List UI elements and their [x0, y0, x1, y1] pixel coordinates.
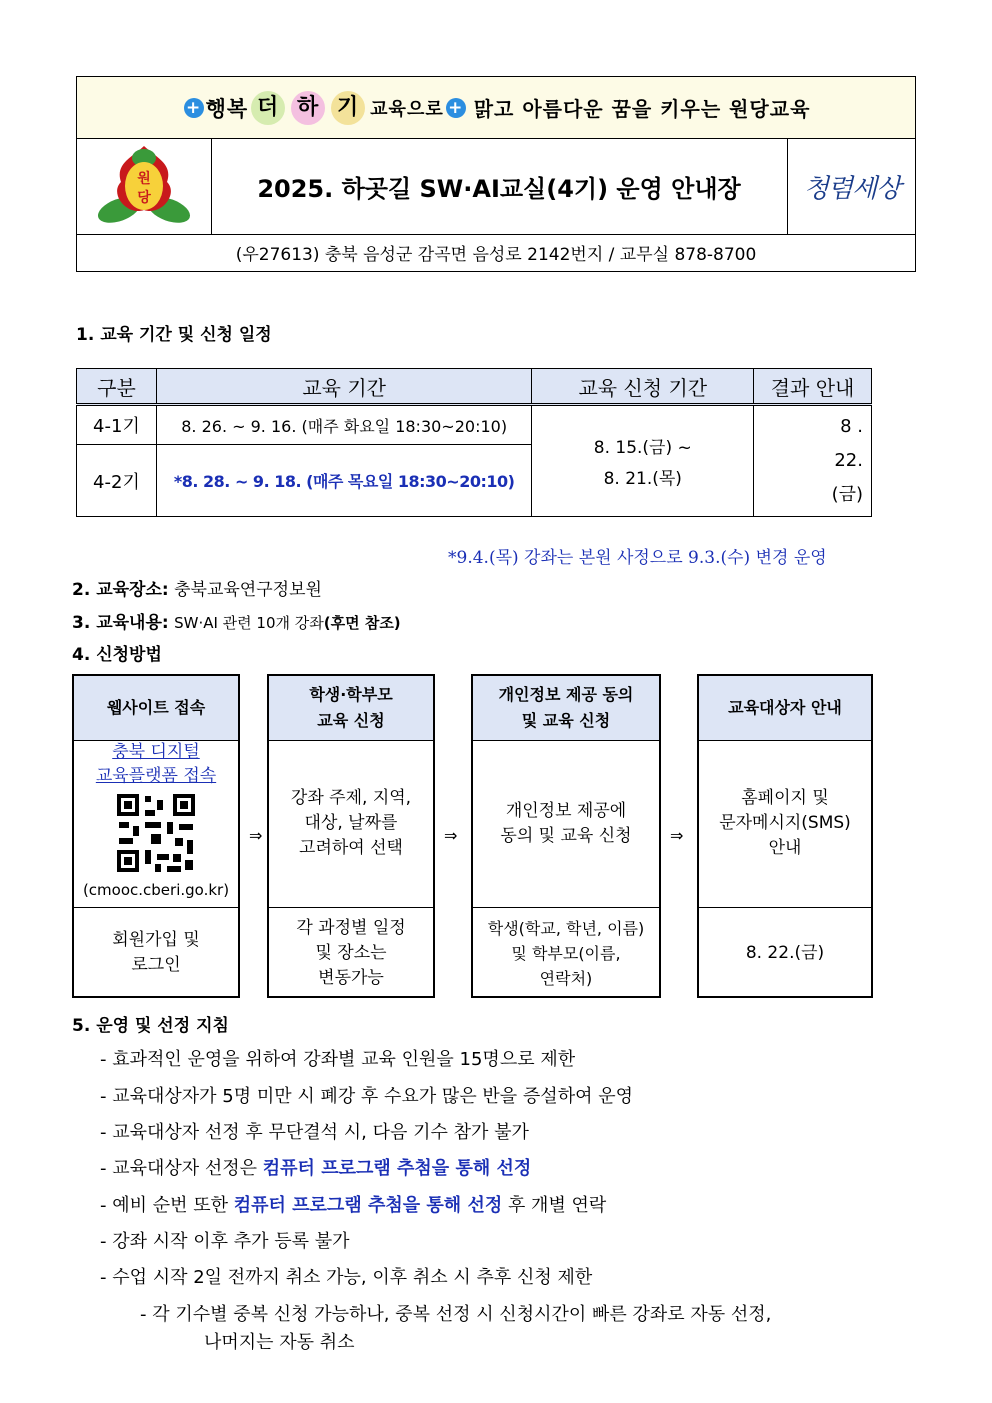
step4-mid: 홈페이지 및 문자메시지(SMS) 안내: [699, 740, 871, 908]
guideline-4: [100, 1154, 531, 1180]
slogan-word-education: 교육으로: [370, 98, 444, 120]
step3-mid: 개인정보 제공에 동의 및 교육 신청: [473, 740, 659, 908]
platform-link-line2[interactable]: 교육플랫폼 접속: [95, 766, 217, 786]
platform-link-line1[interactable]: 충북 디지털: [112, 742, 200, 762]
col-header-period: 교육 기간: [156, 369, 532, 405]
step2-head: 학생·학부모 교육 신청: [269, 676, 433, 741]
guideline-1-text: - 효과적인 운영을 위하여 강좌별 교육 인원을 15명으로 제한: [100, 1049, 576, 1070]
slogan-bubble-ha: 하: [291, 91, 325, 125]
section4-heading: 4. 신청방법: [72, 645, 162, 665]
row2-group: 4-2기: [77, 445, 157, 517]
letterhead: [76, 76, 916, 272]
guideline-1: [100, 1045, 575, 1071]
step1-head: 웹사이트 접속: [74, 676, 238, 741]
guideline-2: [100, 1082, 633, 1108]
guideline-6-text: - 강좌 시작 이후 추가 등록 불가: [100, 1231, 350, 1252]
result-line-1: 8 .: [840, 416, 863, 437]
col-header-group: 구분: [77, 369, 157, 405]
result-cell: [754, 405, 872, 517]
result-line-3: (금): [831, 484, 863, 505]
apply-period-cell: [532, 405, 754, 517]
slogan-word-happiness: 행복: [205, 96, 249, 121]
schedule-table: [76, 368, 872, 517]
emblem-char-2: 당: [137, 190, 151, 206]
plus-icon: +: [184, 98, 204, 118]
guideline-sub-line1: - 각 기수별 중복 신청 가능하나, 중복 선정 시 신청시간이 빠른 강좌로 자동 선정,: [140, 1304, 772, 1325]
flow-arrow-1: ⇒: [249, 826, 263, 845]
section3-label: 3. 교육내용:: [72, 613, 169, 633]
step4-bottom: 8. 22.(금): [745, 942, 825, 963]
guideline-sub-line2: 나머지는 자동 취소: [204, 1332, 355, 1353]
guideline-5-text: - 예비 순번 또한: [100, 1195, 234, 1216]
section3-suffix: (후면 참조): [323, 614, 401, 632]
guideline-7: [100, 1263, 592, 1289]
step2-bottom: 각 과정별 일정 및 장소는 변동가능: [296, 917, 406, 988]
step4-head: 교육대상자 안내: [699, 676, 871, 741]
integrity-logo-text: 청렴세상: [803, 173, 901, 204]
section2-line: [72, 575, 322, 600]
slogan-bubble-deo: 더: [251, 91, 285, 125]
section1-heading: 1. 교육 기간 및 신청 일정: [76, 325, 272, 345]
title-row: [77, 138, 915, 235]
col-header-apply: 교육 신청 기간: [532, 369, 754, 405]
section5-heading: 5. 운영 및 선정 지침: [72, 1016, 229, 1036]
step3-bottom: 학생(학교, 학년, 이름) 및 학부모(이름, 연락처): [487, 918, 645, 988]
section2-value: 충북교육연구정보원: [174, 580, 322, 600]
slogan-tail: 맑고 아름다운 꿈을 키우는 원당교육: [473, 97, 811, 121]
slogan-banner: [77, 77, 915, 139]
school-logo: [77, 138, 212, 234]
guideline-4-text: - 교육대상자 선정은: [100, 1158, 263, 1179]
platform-url: (cmooc.cberi.go.kr): [82, 881, 230, 899]
step-apply-box: [267, 674, 435, 998]
schedule-change-note: *9.4.(목) 강좌는 본원 사정으로 9.3.(수) 변경 운영: [448, 548, 827, 568]
document-title: 2025. 하곳길 SW·AI교실(4기) 운영 안내장: [257, 174, 741, 203]
step1-mid: [74, 740, 238, 908]
plus-icon: +: [446, 98, 466, 118]
guideline-2-text: - 교육대상자가 5명 미만 시 폐강 후 수요가 많은 반을 증설하여 운영: [100, 1086, 633, 1107]
guideline-4-highlight: 컴퓨터 프로그램 추첨을 통해 선정: [262, 1158, 532, 1179]
guideline-5-highlight: 컴퓨터 프로그램 추첨을 통해 선정: [233, 1195, 503, 1216]
step-website-box: [72, 674, 240, 998]
flow-arrow-3: ⇒: [670, 826, 684, 845]
section2-label: 2. 교육장소:: [72, 580, 169, 600]
col-header-result: 결과 안내: [754, 369, 872, 405]
school-emblem-icon: [77, 138, 211, 234]
section3-value: SW·AI 관련 10개 강좌: [174, 614, 324, 632]
row2-period: *8. 28. ~ 9. 18. (매주 목요일 18:30~20:10): [156, 445, 532, 517]
integrity-logo: [787, 138, 916, 234]
step2-mid: 강좌 주제, 지역, 대상, 날짜를 고려하여 선택: [269, 740, 433, 908]
guideline-5: [100, 1191, 606, 1217]
school-address: (우27613) 충북 음성군 감곡면 음성로 2142번지 / 교무실 878-8700: [235, 245, 757, 265]
guideline-3: [100, 1118, 529, 1144]
guideline-6: [100, 1227, 349, 1253]
result-line-2: 22.: [834, 450, 863, 471]
emblem-char-1: 원: [137, 171, 151, 187]
guideline-7-text: - 수업 시작 2일 전까지 취소 가능, 이후 취소 시 추후 신청 제한: [100, 1267, 593, 1288]
step-consent-box: [471, 674, 661, 998]
row1-group: 4-1기: [77, 405, 157, 445]
step1-bottom: 회원가입 및 로그인: [112, 930, 200, 975]
guideline-5-tail: 후 개별 연락: [502, 1195, 607, 1216]
guideline-3-text: - 교육대상자 선정 후 무단결석 시, 다음 기수 참가 불가: [100, 1122, 529, 1143]
step-notice-box: [697, 674, 873, 998]
flow-arrow-2: ⇒: [444, 826, 458, 845]
row1-period: 8. 26. ~ 9. 16. (매주 화요일 18:30~20:10): [156, 405, 532, 445]
apply-period-end: 8. 21.(목): [603, 469, 682, 489]
section3-line: [72, 608, 401, 633]
slogan-bubble-gi: 기: [331, 91, 365, 125]
step3-head: 개인정보 제공 동의 및 교육 신청: [473, 676, 659, 741]
qr-code-icon[interactable]: [115, 792, 197, 874]
apply-period-start: 8. 15.(금) ~: [593, 438, 692, 458]
